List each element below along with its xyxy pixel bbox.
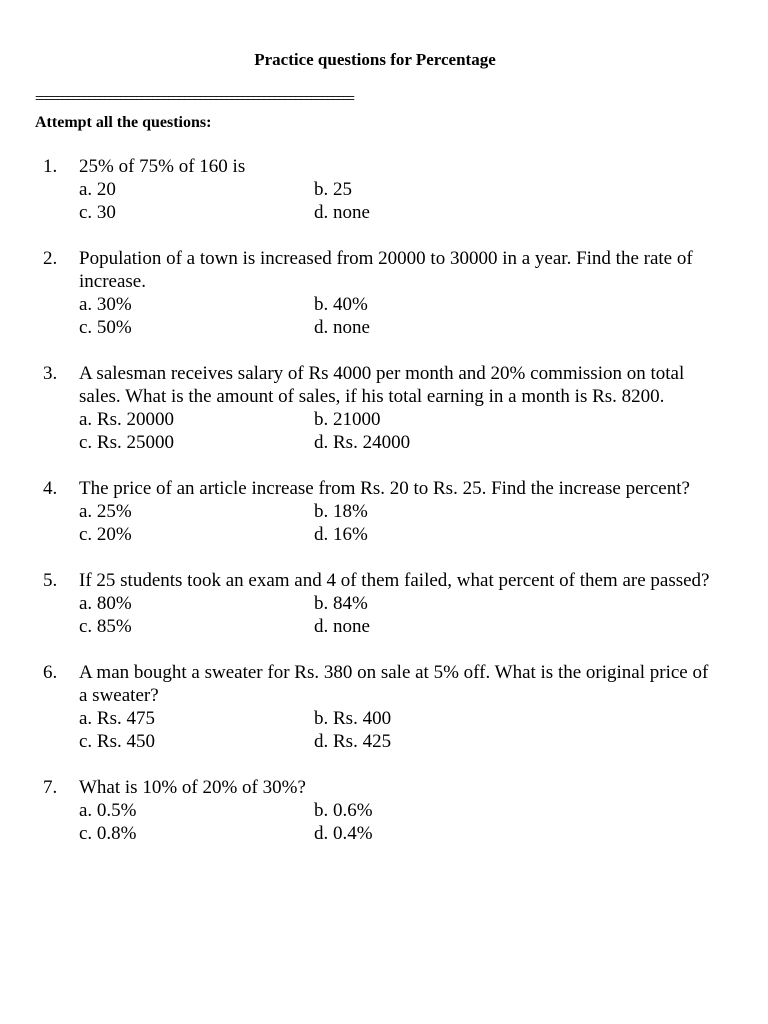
question-item bbox=[0, 569, 719, 638]
question-number: 4. bbox=[43, 478, 58, 499]
question-text: 25% of 75% of 160 is bbox=[79, 156, 246, 177]
question-number: 6. bbox=[43, 662, 58, 683]
page-title: Practice questions for Percentage bbox=[254, 50, 496, 69]
option-d: d. none bbox=[314, 202, 370, 223]
option-b: b. 0.6% bbox=[314, 800, 373, 821]
option-b: b. 40% bbox=[314, 294, 368, 315]
option-a: a. 30% bbox=[79, 294, 132, 315]
question-item bbox=[0, 776, 719, 845]
option-a: a. 0.5% bbox=[79, 800, 137, 821]
option-c: c. 50% bbox=[79, 317, 132, 338]
option-c: c. Rs. 450 bbox=[79, 731, 155, 752]
answer-options bbox=[79, 707, 719, 753]
question-text: If 25 students took an exam and 4 of them failed, what percent of them are passed? bbox=[79, 570, 710, 591]
option-b: b. Rs. 400 bbox=[314, 708, 392, 729]
option-a: a. 25% bbox=[79, 501, 132, 522]
question-item bbox=[0, 247, 719, 339]
separator-line: ============================================================ bbox=[35, 93, 354, 105]
option-b: b. 25 bbox=[314, 179, 352, 200]
option-a: a. Rs. 20000 bbox=[79, 409, 174, 430]
question-text: A salesman receives salary of Rs 4000 per month and 20% commission on total sales. What is the amount of sales, if his total earning in a month is Rs. 8200. bbox=[79, 363, 685, 407]
question-list bbox=[0, 155, 768, 868]
question-item bbox=[0, 661, 719, 753]
option-d: d. 16% bbox=[314, 524, 368, 545]
option-b: b. 84% bbox=[314, 593, 368, 614]
answer-options bbox=[79, 500, 719, 546]
question-number: 5. bbox=[43, 570, 58, 591]
question-text: The price of an article increase from Rs. 20 to Rs. 25. Find the increase percent? bbox=[79, 478, 690, 499]
answer-options bbox=[79, 592, 719, 638]
option-d: d. Rs. 425 bbox=[314, 731, 392, 752]
option-b: b. 18% bbox=[314, 501, 368, 522]
answer-options bbox=[79, 293, 719, 339]
question-text: Population of a town is increased from 20000 to 30000 in a year. Find the rate of increase. bbox=[79, 248, 693, 292]
option-d: d. Rs. 24000 bbox=[314, 432, 411, 453]
option-c: c. 85% bbox=[79, 616, 132, 637]
option-c: c. 20% bbox=[79, 524, 132, 545]
question-text: A man bought a sweater for Rs. 380 on sale at 5% off. What is the original price of a sweater? bbox=[79, 662, 709, 706]
question-item bbox=[0, 362, 719, 454]
question-item bbox=[0, 155, 719, 224]
option-b: b. 21000 bbox=[314, 409, 381, 430]
answer-options bbox=[79, 799, 719, 845]
question-number: 7. bbox=[43, 777, 58, 798]
answer-options bbox=[79, 178, 719, 224]
option-a: a. 80% bbox=[79, 593, 132, 614]
instruction-text: Attempt all the questions: bbox=[35, 114, 212, 131]
question-number: 1. bbox=[43, 156, 58, 177]
option-c: c. 30 bbox=[79, 202, 116, 223]
answer-options bbox=[79, 408, 719, 454]
option-d: d. none bbox=[314, 616, 370, 637]
option-a: a. 20 bbox=[79, 179, 116, 200]
option-a: a. Rs. 475 bbox=[79, 708, 155, 729]
option-c: c. Rs. 25000 bbox=[79, 432, 174, 453]
question-text: What is 10% of 20% of 30%? bbox=[79, 777, 306, 798]
option-c: c. 0.8% bbox=[79, 823, 137, 844]
option-d: d. none bbox=[314, 317, 370, 338]
question-number: 2. bbox=[43, 248, 58, 269]
question-item bbox=[0, 477, 719, 546]
question-number: 3. bbox=[43, 363, 58, 384]
option-d: d. 0.4% bbox=[314, 823, 373, 844]
